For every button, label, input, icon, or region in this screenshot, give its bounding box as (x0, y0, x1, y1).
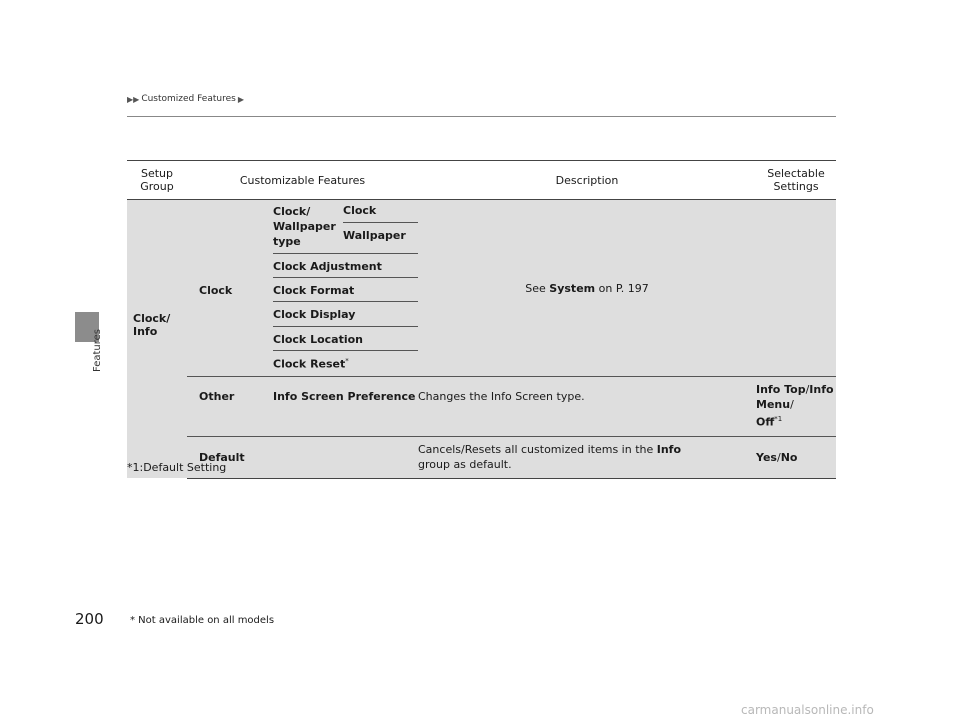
wallpaper-type-block (273, 200, 418, 254)
desc-prefix: See (525, 282, 546, 295)
desc-suffix[interactable]: on P. 197 (598, 282, 649, 295)
header-selectable-settings: Selectable Settings (756, 161, 836, 200)
feature-clock: Clock (187, 200, 273, 377)
default-description (418, 436, 756, 478)
setting-yes: Yes (756, 450, 777, 464)
table-header-row (127, 161, 836, 200)
sub-clock: Clock (343, 200, 418, 223)
table-row (127, 436, 836, 478)
default-settings: Yes/No (756, 436, 836, 478)
breadcrumb (127, 94, 244, 104)
footnote-mark: * (345, 357, 349, 365)
setting-off: Off (756, 415, 775, 429)
clock-subitems (273, 200, 418, 377)
setting-info-menu: Info Menu (756, 383, 834, 411)
customized-features-table (127, 160, 836, 479)
default-desc-post: group as default. (418, 457, 512, 471)
clock-item: Clock Display (273, 302, 418, 327)
breadcrumb-arrow-icon: ▶ (237, 94, 244, 104)
sub-info-screen-preference: Info Screen Preference (273, 377, 418, 437)
other-settings: Info Top/Info Menu/ Off$^{*1}$ (756, 377, 836, 437)
other-description: Changes the Info Screen type. (418, 377, 756, 437)
footer-note: * Not available on all models (130, 615, 275, 626)
header-customizable-features: Customizable Features (187, 161, 418, 200)
clock-description (418, 200, 756, 377)
clock-settings (756, 200, 836, 377)
breadcrumb-arrow-icon: ▶▶ (127, 94, 140, 104)
default-mark: *1 (774, 415, 783, 423)
group-clock-info: Clock/ Info (127, 200, 187, 479)
header-divider (127, 116, 836, 117)
desc-link-system[interactable]: System (549, 282, 596, 295)
table-row (127, 377, 836, 437)
clock-reset-row (273, 351, 418, 376)
clock-item: Clock Location (273, 327, 418, 351)
breadcrumb-section[interactable]: Customized Features (141, 94, 236, 104)
table-row (127, 200, 836, 377)
page-number: 200 (75, 610, 104, 628)
setting-info-top: Info Top (756, 383, 806, 396)
setting-no: No (780, 450, 798, 464)
default-desc-pre: Cancels/Resets all customized items in the (418, 442, 654, 456)
header-setup-group: Setup Group (127, 161, 187, 200)
clock-item: Clock Reset (273, 357, 346, 371)
sub-wallpaper: Wallpaper (343, 229, 406, 242)
feature-other: Other (187, 377, 273, 437)
feature-default: Default (187, 436, 273, 478)
footnote: *1:Default Setting (127, 461, 227, 474)
section-tab-label: Features (92, 329, 103, 372)
header-description: Description (418, 161, 756, 200)
default-desc-bold: Info (656, 442, 682, 456)
clock-item: Clock Adjustment (273, 254, 418, 278)
watermark: carmanualsonline.info (741, 703, 874, 717)
clock-item: Clock Format (273, 278, 418, 302)
wallpaper-type-label: Clock/ Wallpaper type (273, 205, 336, 248)
